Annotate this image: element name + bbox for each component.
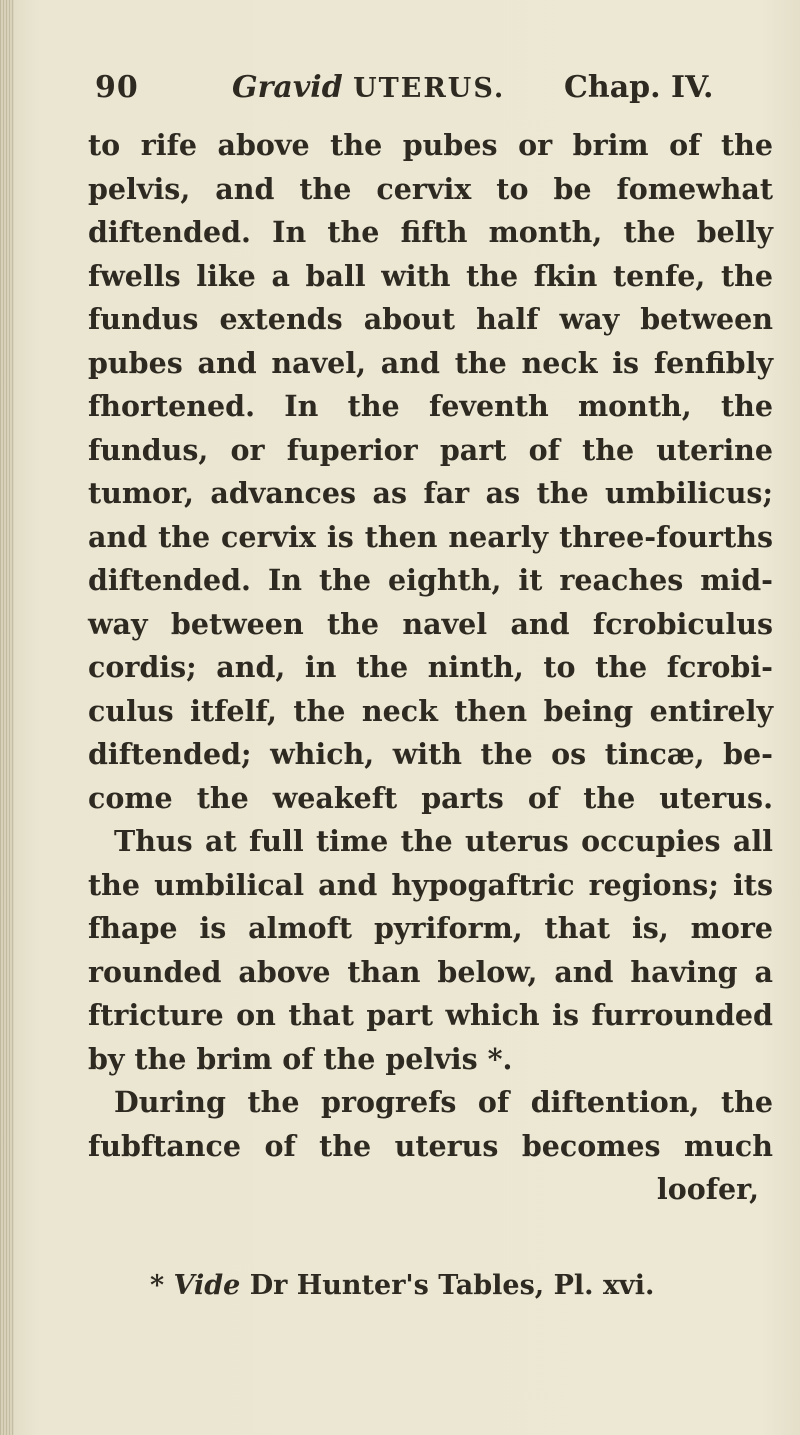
text-line: rounded above than below, and having a: [88, 954, 773, 989]
text-line: ftricture on that part which is furrounded: [88, 998, 773, 1032]
text-line: Thus at full time the uterus occupies all: [114, 824, 773, 858]
text-line: fundus, or fuperior part of the uterine: [88, 432, 773, 467]
footnote-marker: *: [150, 1270, 165, 1301]
text-line: fwells like a ball with the fkin tenfe, the: [88, 258, 773, 293]
text-line: pubes and navel, and the neck is fenfibly: [88, 345, 773, 380]
text-line: come the weakeft parts of the uterus.: [88, 780, 773, 815]
text-line: fundus extends about half way between: [88, 302, 773, 336]
catchword: loofer,: [656, 1172, 759, 1206]
text-line: pelvis, and the cervix to be fomewhat: [88, 171, 773, 206]
text-line: way between the navel and fcrobiculus: [88, 606, 773, 641]
footnote-italic: Vide: [173, 1270, 241, 1301]
text-line: to rife above the pubes or brim of the: [88, 128, 773, 162]
text-line: cordis; and, in the ninth, to the fcrobi-: [88, 650, 773, 684]
running-title-caps: UTERUS.: [353, 73, 506, 104]
text-line: diftended. In the eighth, it reaches mid-: [88, 563, 773, 597]
text-line: fubftance of the uterus becomes much: [88, 1128, 773, 1163]
text-line: the umbilical and hypogaftric regions; its: [88, 867, 773, 902]
page-number: 90: [95, 70, 139, 105]
text-line: fhape is almoft pyriform, that is, more: [88, 911, 773, 945]
text-line: tumor, advances as far as the umbilicus;: [88, 476, 773, 510]
body-text: [88, 124, 773, 1206]
running-title-italic: Gravid: [232, 70, 343, 105]
page-header: [0, 70, 800, 110]
text-line: and the cervix is then nearly three-fourths: [88, 519, 773, 554]
text-line: fhortened. In the feventh month, the: [88, 389, 773, 423]
page-edge: [0, 0, 14, 1435]
text-line: During the progrefs of diftention, the: [114, 1085, 773, 1119]
footnote: [150, 1270, 654, 1301]
text-line: diftended; which, with the os tincæ, be-: [88, 737, 773, 771]
running-title: [232, 70, 505, 105]
footnote-text: Dr Hunter's Tables, Pl. xvi.: [249, 1270, 655, 1301]
text-line: diftended. In the fifth month, the belly: [88, 215, 773, 249]
text-line: culus itfelf, the neck then being entirely: [88, 693, 773, 728]
chapter-heading: Chap. IV.: [564, 70, 714, 105]
text-line: by the brim of the pelvis *.: [88, 1041, 513, 1076]
